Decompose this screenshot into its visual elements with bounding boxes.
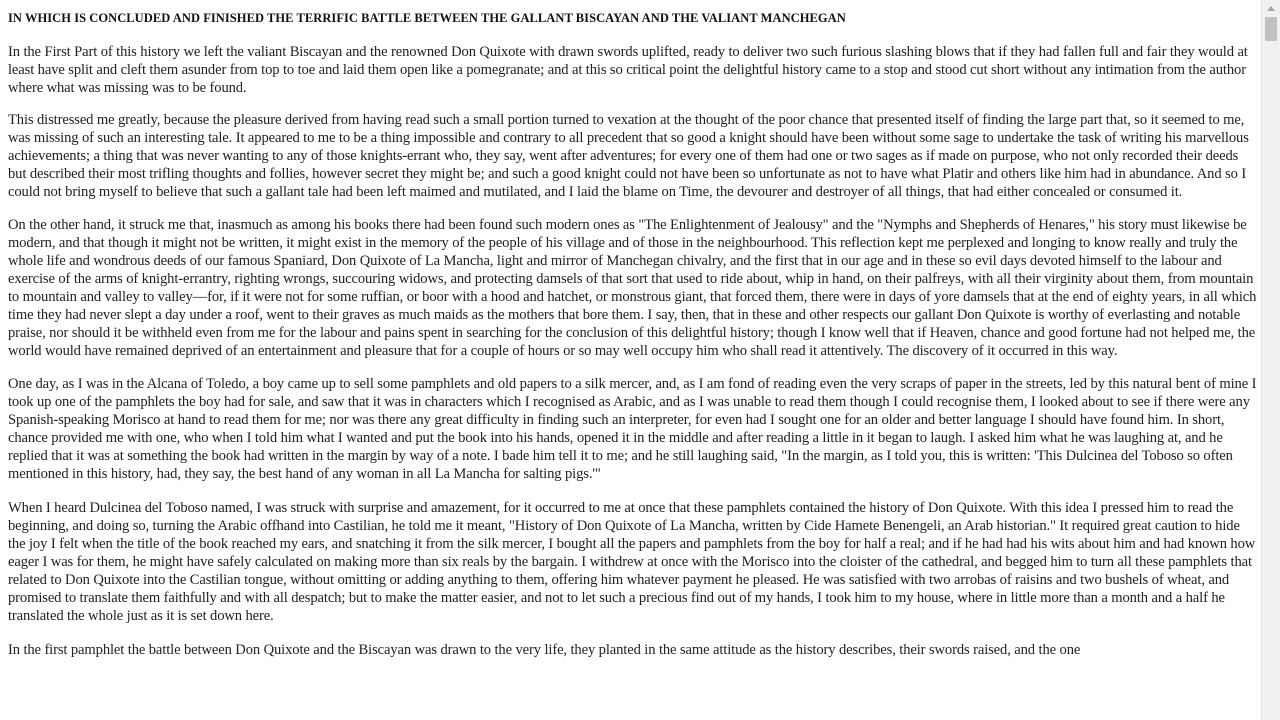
scrollbar-thumb[interactable] [1265, 17, 1277, 41]
chapter-title: IN WHICH IS CONCLUDED AND FINISHED THE TERRIFIC BATTLE BETWEEN THE GALLANT BISCAYAN AND THE VALIANT MANCHEGAN [8, 11, 846, 25]
paragraph: This distressed me greatly, because the pleasure derived from having read such a small portion turned to vexation at the thought of the poor chance that presented itself of finding the large part that, so it seemed to me, was missing of such an interesting tale. It appeared to me to be a thing impossible and contrary to all precedent that so good a knight should have been without some sage to undertake the task of writing his marvellous achievements; a thing that was never wanting to any of those knights-errant who, they say, went after adventures; for every one of them had one or two sages as if made on purpose, who not only recorded their deeds but described their most trifling thoughts and follies, however secret they might be; and such a good knight could not have been so unfortunate as not to have what Platir and others like him had in abundance. And so I could not bring myself to believe that such a gallant tale had been left maimed and mutilated, and I laid the blame on Time, the devourer and destroyer of all things, that had either concealed or consumed it. [8, 112, 1249, 200]
paragraph: In the first pamphlet the battle between Don Quixote and the Biscayan was drawn to the very life, they planted in the same attitude as the history describes, their swords raised, and the one [8, 642, 1081, 658]
vertical-scrollbar[interactable] [1261, 0, 1280, 720]
document-page [8, 0, 1258, 720]
paragraph: In the First Part of this history we left the valiant Biscayan and the renowned Don Quixote with drawn swords uplifted, ready to deliver two such furious slashing blows that if they had fallen full and fair they would at least have split and cleft them asunder from top to toe and laid them open like a pomegranate; and at this so critical point the delightful history came to a stop and stood cut short without any intimation from the author where what was missing was to be found. [8, 44, 1248, 96]
scroll-up-arrow-icon[interactable] [1267, 6, 1275, 11]
paragraph: When I heard Dulcinea del Toboso named, I was struck with surprise and amazement, for it occurred to me at once that these pamphlets contained the history of Don Quixote. With this idea I pressed him to read the beginning, and doing so, turning the Arabic offhand into Castilian, he told me it meant, "History of Don Quixote of La Mancha, written by Cide Hamete Benengeli, an Arab historian." It required great caution to hide the joy I felt when the title of the book reached my ears, and snatching it from the silk mercer, I bought all the papers and pamphlets from the boy for half a real; and if he had had his wits about him and had known how eager I was for them, he might have safely calculated on making more than six reals by the bargain. I withdrew at once with the Morisco into the cloister of the cathedral, and begged him to turn all these pamphlets that related to Don Quixote into the Castilian tongue, without omitting or adding anything to them, offering him whatever payment he pleased. He was satisfied with two arrobas of raisins and two bushels of wheat, and promised to translate them faithfully and with all despatch; but to make the matter easier, and not to let such a precious find out of my hands, I took him to my house, where in little more than a month and a half he translated the whole just as it is set down here. [8, 500, 1256, 624]
paragraph: One day, as I was in the Alcana of Toledo, a boy came up to sell some pamphlets and old papers to a silk mercer, and, as I am fond of reading even the very scraps of paper in the streets, led by this natural bent of mine I took up one of the pamphlets the boy had for sale, and saw that it was in characters which I recognised as Arabic, and as I was unable to read them though I could recognise them, I looked about to see if there were any Spanish-speaking Morisco at hand to read them for me; nor was there any great difficulty in finding such an interpreter, for even had I sought one for an older and better language I should have found him. In short, chance provided me with one, who when I told him what I wanted and put the book into his hands, opened it in the middle and after reading a little in it began to laugh. I asked him what he was laughing at, and he replied that it was at something the book had written in the margin by way of a note. I bade him tell it to me; and he still laughing said, "In the margin, as I told you, this is written: 'This Dulcinea del Toboso so often mentioned in this history, had, they say, the best hand of any woman in all La Mancha for salting pigs.'" [8, 376, 1257, 482]
paragraph: On the other hand, it struck me that, inasmuch as among his books there had been found such modern ones as "The Enlightenment of Jealousy" and the "Nymphs and Shepherds of Henares," his story must likewise be modern, and that though it might not be written, it might exist in the memory of the people of his village and of those in the neighbourhood. This reflection kept me perplexed and longing to know really and truly the whole life and wondrous deeds of our famous Spaniard, Don Quixote of La Mancha, light and mirror of Manchegan chivalry, and the first that in our age and in these so evil days devoted himself to the labour and exercise of the arms of knight-errantry, righting wrongs, succouring widows, and protecting damsels of that sort that used to ride about, whip in hand, on their palfreys, with all their virginity about them, from mountain to mountain and valley to valley—for, if it were not for some ruffian, or boor with a hood and hatchet, or monstrous giant, that forced them, there were in days of yore damsels that at the end of eighty years, in all which time they had never slept a day under a roof, went to their graves as much maids as the mothers that bore them. I say, then, that in these and other respects our gallant Don Quixote is worthy of everlasting and notable praise, nor should it be withheld even from me for the labour and pains spent in searching for the conclusion of this delightful history; though I know well that if Heaven, chance and good fortune had not helped me, the world would have remained deprived of an entertainment and pleasure that for a couple of hours or so may well occupy him who shall read it attentively. The discovery of it occurred in this way. [8, 217, 1257, 359]
